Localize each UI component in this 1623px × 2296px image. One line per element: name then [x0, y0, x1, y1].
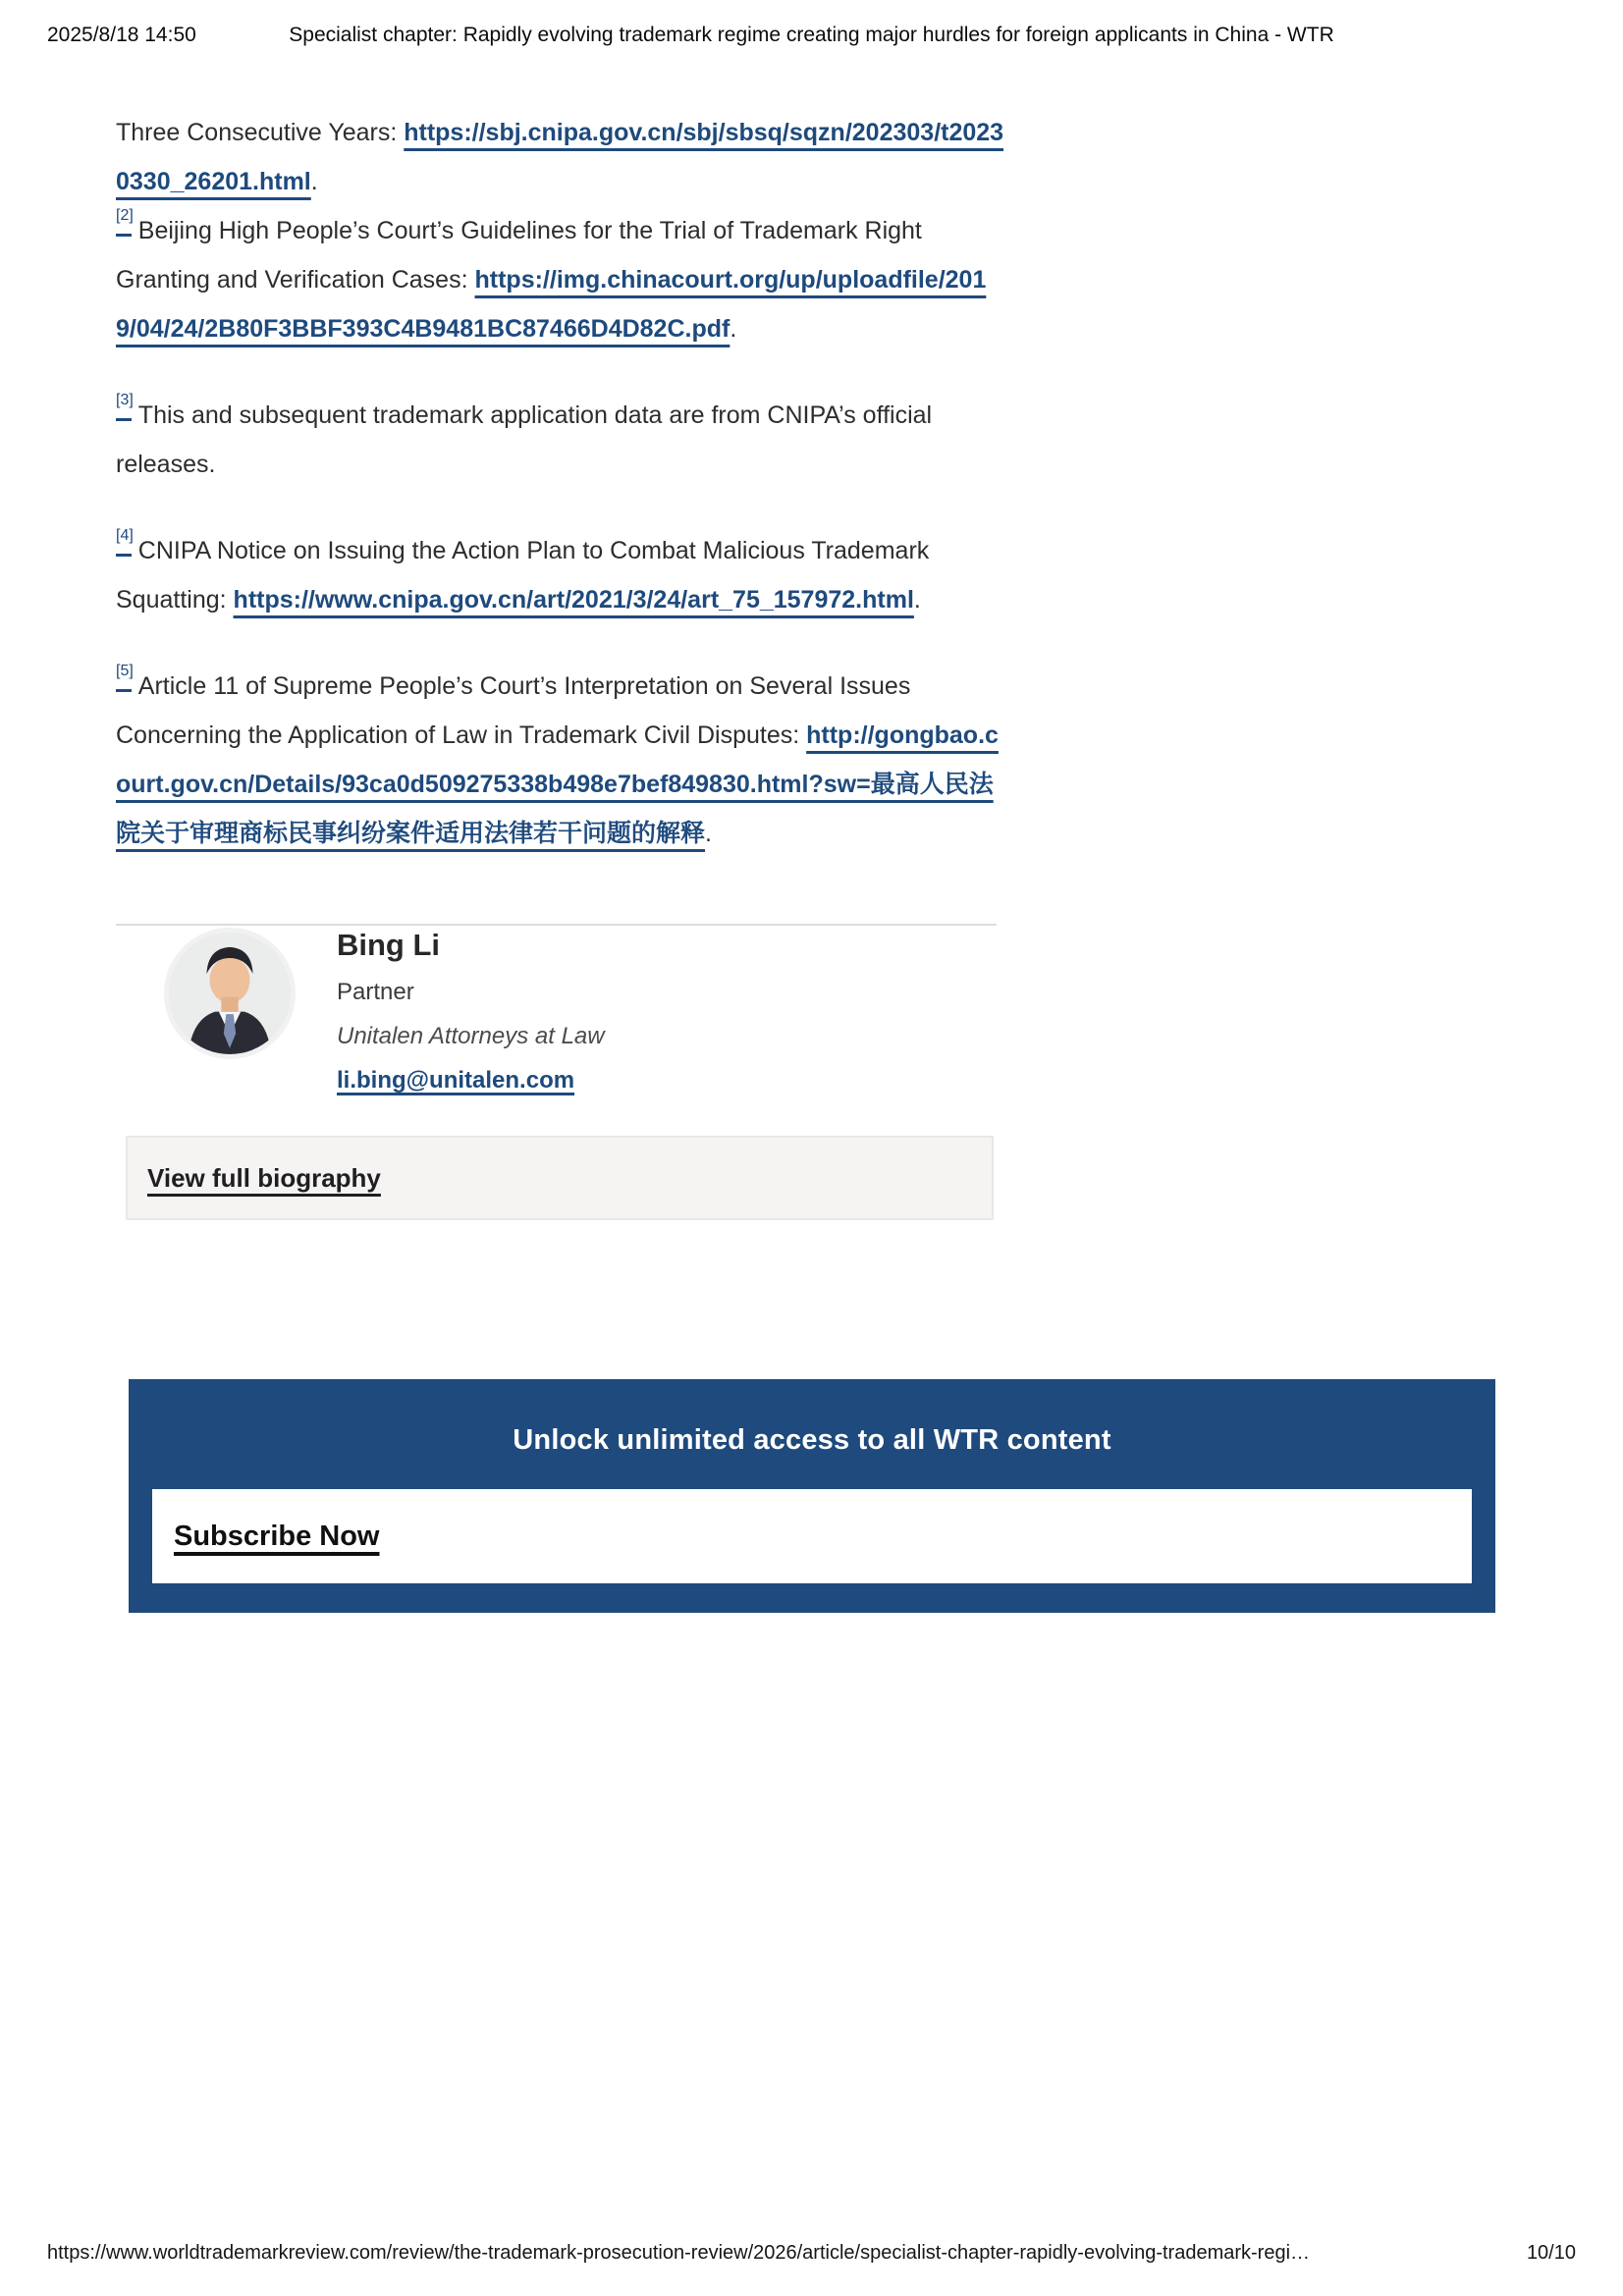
footnote-5-after: .	[705, 820, 712, 847]
author-role: Partner	[337, 979, 414, 1005]
banner-heading: Unlock unlimited access to all WTR content	[513, 1424, 1111, 1456]
view-biography-box	[126, 1136, 994, 1220]
footnote-5-link[interactable]: http://gongbao.court.gov.cn/Details/93ca0d509275338b498e7bef849830.html?sw=最高人民法院关于审理商标民事纠纷案件适用法律若干问题的解释	[116, 721, 999, 847]
subscribe-now-link[interactable]: Subscribe Now	[174, 1520, 380, 1552]
footnote-4-after: .	[913, 586, 921, 614]
footnote-paragraph-4	[116, 526, 1004, 624]
author-avatar	[164, 928, 296, 1059]
author-card	[164, 928, 605, 1095]
section-divider	[116, 924, 997, 926]
subscribe-button[interactable]	[152, 1489, 1472, 1583]
footer-url: https://www.worldtrademarkreview.com/review/the-trademark-prosecution-review/2026/article/specialist-chapter-rapidly-evolving-trademark-regi…	[47, 2242, 1311, 2264]
footnote-4-marker[interactable]: [4]	[116, 526, 134, 544]
footnote-paragraph-3	[116, 391, 1004, 489]
footnote-paragraph-1	[116, 108, 1004, 206]
person-portrait-icon	[169, 933, 291, 1054]
footnotes-section	[116, 108, 1004, 895]
author-email-link[interactable]: li.bing@unitalen.com	[337, 1067, 575, 1094]
footnote-4-link[interactable]: https://www.cnipa.gov.cn/art/2021/3/24/art_75_157972.html	[233, 586, 914, 614]
footnote-5-text: Article 11 of Supreme People’s Court’s Interpretation on Several Issues Concerning the Application of Law in Trademark Civil Disputes:	[116, 672, 911, 749]
subscribe-banner	[129, 1379, 1495, 1613]
footnote-paragraph-5	[116, 662, 1004, 858]
footnote-4-text: CNIPA Notice on Issuing the Action Plan to Combat Malicious Trademark Squatting:	[116, 537, 930, 614]
footnote-1-after: .	[310, 168, 318, 195]
footnote-3-marker[interactable]: [3]	[116, 391, 134, 408]
footnote-3-text: This and subsequent trademark application data are from CNIPA’s official releases.	[116, 401, 933, 478]
print-footer	[47, 2242, 1576, 2265]
footnote-5-marker[interactable]: [5]	[116, 662, 134, 679]
author-info	[337, 928, 605, 1095]
footnote-1-link[interactable]: https://sbj.cnipa.gov.cn/sbj/sbsq/sqzn/202303/t20230330_26201.html	[116, 119, 1004, 195]
print-header	[47, 24, 1576, 53]
view-biography-link[interactable]: View full biography	[147, 1162, 381, 1193]
footnote-2-link[interactable]: https://img.chinacourt.org/up/uploadfile/2019/04/24/2B80F3BBF393C4B9481BC87466D4D82C.pdf	[116, 266, 987, 343]
print-datetime: 2025/8/18 14:50	[47, 24, 196, 46]
author-firm: Unitalen Attorneys at Law	[337, 1023, 605, 1049]
footnote-paragraph-2	[116, 206, 1004, 353]
footnote-2-text: Beijing High People’s Court’s Guidelines for the Trial of Trademark Right Granting and Verification Cases:	[116, 217, 922, 294]
footnote-1-text: Three Consecutive Years:	[116, 119, 398, 146]
footnote-2-after: .	[730, 315, 737, 343]
author-name: Bing Li	[337, 928, 441, 962]
page-number: 10/10	[1526, 2242, 1576, 2264]
document-title: Specialist chapter: Rapidly evolving trademark regime creating major hurdles for foreign applicants in China - WTR	[289, 24, 1334, 46]
footnote-2-marker[interactable]: [2]	[116, 206, 134, 224]
